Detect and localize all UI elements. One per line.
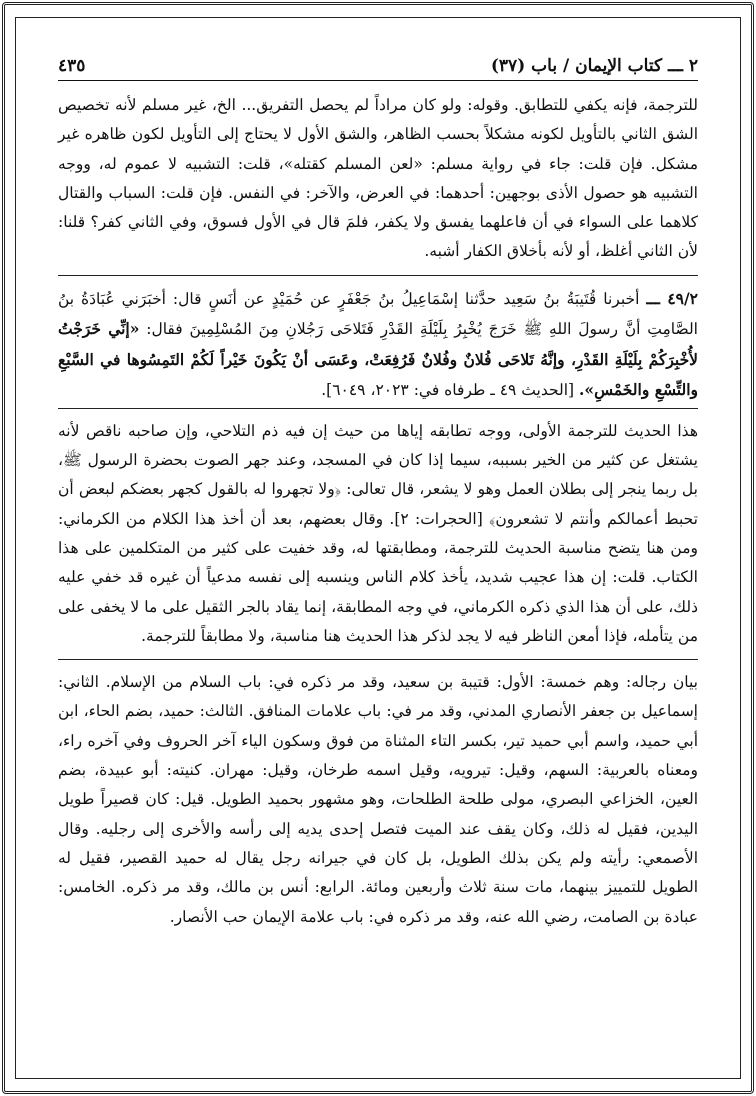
divider <box>58 659 698 660</box>
commentary-paragraph-1: للترجمة، فإنه يكفي للتطابق. وقوله: ولو كان مراداً لم يحصل التفريق... الخ، غير مسلم لأنه تخصيص الشق الثاني بالتأويل لكونه مشكلاً بحسب الظاهر، والشق الأول لا يحتاج إلى التأويل لكون ظاهره غير مشكل. فإن قلت: جاء في رواية مسلم: «لعن المسلم كقتله»، قلت: التشبيه لا عموم له، ووجه التشبيه هو حصول الأذى بوجهين: أحدهما: في العرض، والآخر: في النفس. فإن قلت: السباب والقتال كلاهما على السواء في أن فاعلهما يفسق ولا يكفر، فلمَ قال في الأول فسوق، وفي الثاني كفر؟ قلنا: لأن الثاني أغلظ، أو لأنه بأخلاق الكفار أشبه. <box>58 96 698 261</box>
chapter-title: ٢ ـــ كتاب الإيمان / باب (٣٧) <box>490 56 698 76</box>
narrators-paragraph: بيان رجاله: وهم خمسة: الأول: قتيبة بن سعيد، وقد مر ذكره في: باب السلام من الإسلام. الثاني: إسماعيل بن جعفر الأنصاري المدني، وقد مر في: باب علامات المنافق. الثالث: حميد، بضم الحاء، ابن أبي حميد، واسم أبي حميد تير، بكسر التاء المثناة من فوق وسكون الياء آخر الحروف وفي آخره راء، ومعناه بالعربية: السهم، وقيل: تيرويه، وقيل اسمه طرخان، وقيل: مهران. كنيته: أبو عبيدة، بضم العين، الخزاعي البصري، مولى طلحة الطلحات، وهو مشهور بحميد الطويل. قيل: كان قصيراً طويل اليدين، فقيل له ذلك، وكان يقف عند الميت فتصل إحدى يديه إلى رأسه والأخرى إلى رجليه. وقال الأصمعي: رأيته ولم يكن بذلك الطويل، بل كان في جيرانه رجل يقال له حميد القصير، فقيل له الطويل للتمييز بينهما، مات سنة ثلاث وأربعين ومائة. الرابع: أنس بن مالك، وقد مر ذكره. الخامس: عبادة بن الصامت، رضي الله عنه، وقد مر ذكره في: باب علامة الإيمان حب الأنصار. <box>58 673 698 926</box>
hadith-isnad: أخبرنا قُتَيبَةُ بنُ سَعِيد حدَّثنا إسْمَاعِيلُ بنُ جَعْفَرٍ عن حُمَيْدٍ عن أنَسٍ قال: أخبَرَني عُبَادَةُ بنُ الصَّامِتِ أنَّ رسولَ اللهِ ﷺ خَرَجَ يُخْبِرُ بِلَيْلَةِ القَدْرِ فَتَلاحَى رَجُلانِ مِنَ المُسْلِمِينَ فقال: <box>58 289 698 339</box>
hadith-references: [الحديث ٤٩ ـ طرفاه في: ٢٠٢٣، ٦٠٤٩]. <box>321 381 575 400</box>
page-content <box>58 56 698 1058</box>
running-header <box>58 56 698 81</box>
hadith-block <box>58 284 698 406</box>
commentary-paragraph-2: هذا الحديث للترجمة الأولى، ووجه تطابقه إياها من حيث إن فيه ذم التلاحي، وإن صاحبه ناقص لأنه يشتغل عن كثير من الخير بسببه، سيما إذا كان في المسجد، وعند جهر الصوت بحضرة الرسول ﷺ، بل ربما ينجر إلى بطلان العمل وهو لا يشعر، قال تعالى: ﴿ولا تجهروا له بالقول كجهر بعضكم لبعض أن تحبط أعمالكم وأنتم لا تشعرون﴾ [الحجرات: ٢]. وقال بعضهم، بعد أن أخذ هذا الكلام من الكرماني: ومن هنا يتضح مناسبة الحديث للترجمة، ومطابقتها له، وقد خفيت على كثير من المتكلمين على هذا الكتاب. قلت: إن هذا عجيب شديد، يأخذ كلام الناس وينسبه إلى نفسه مدعياً أن غيره قد خفي عليه ذلك، على أن هذا الذي ذكره الكرماني، في وجه المطابقة، إنما يقاد بالجر الثقيل على ما لا يخفى على من يتأمله، فإذا أمعن الناظر فيه لا يجد لذكر هذا الحديث هنا مناسبة، ولا مطابقاً للترجمة. <box>58 421 698 645</box>
hadith-number: ٤٩/٢ ـــ <box>646 288 698 308</box>
page-number: ٤٣٥ <box>58 56 86 76</box>
divider <box>58 408 698 409</box>
divider <box>58 275 698 276</box>
hadith-matn: «إنِّي خَرَجْتُ لأُخْبِرَكُمْ بِلَيْلَةِ القَدْرِ، وإنَّهُ تَلاحَى فُلانٌ وفُلانٌ فَرُفِعَتْ، وعَسَى أنْ يَكُونَ خَيْراً لَكُمْ التَمِسُوها في السَّبْعِ والتِّسْعِ والخَمْسِ». <box>58 319 698 400</box>
